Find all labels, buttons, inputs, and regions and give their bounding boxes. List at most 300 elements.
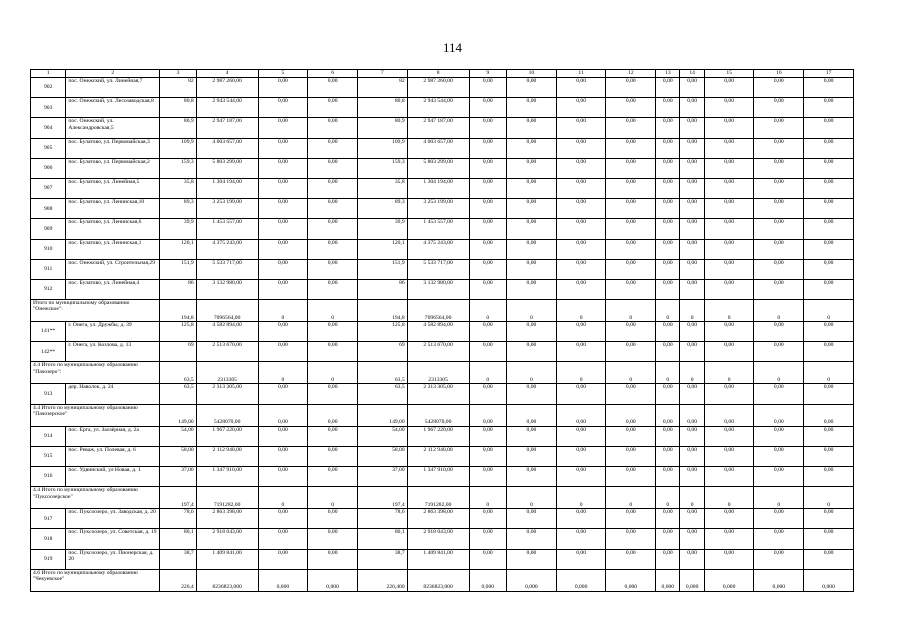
value-cell: 5 803 299,00 (196, 158, 258, 178)
table-row (31, 549, 854, 569)
value-cell: 0,00 (308, 199, 358, 219)
value-cell: 0 (704, 362, 754, 384)
value-cell: 0,00 (704, 384, 754, 404)
value-cell: 2 987 260,00 (407, 78, 469, 98)
address-cell: пос. Пуксоозеро, ул. Советская, д. 19 (66, 529, 160, 549)
value-cell: 0,00 (258, 158, 308, 178)
value-cell: 0,00 (804, 384, 854, 404)
row-number: 141** (31, 322, 66, 342)
value-cell: 0,00 (556, 239, 606, 259)
value-cell: 0,00 (656, 404, 680, 426)
header-cell: 11 (556, 70, 606, 78)
value-cell: 0,00 (258, 199, 308, 219)
value-cell: 0,00 (704, 178, 754, 198)
value-cell: 0,00 (704, 426, 754, 446)
value-cell: 2 112 940,00 (196, 446, 258, 466)
value-cell: 0,00 (308, 78, 358, 98)
value-cell: 0 (308, 362, 358, 384)
address-cell: пос. Булатово, ул. Линейная,4 (66, 279, 160, 299)
value-cell: 0 (556, 487, 606, 509)
value-cell: 0 (308, 487, 358, 509)
value-cell: 0,00 (804, 549, 854, 569)
value-cell: 0,00 (308, 322, 358, 342)
value-cell: 37,00 (160, 467, 196, 487)
value-cell: 0,00 (606, 509, 656, 529)
value-cell: 0,00 (469, 259, 507, 279)
value-cell: 0,00 (754, 509, 804, 529)
value-cell: 0 (704, 487, 754, 509)
value-cell: 0,00 (680, 342, 704, 362)
value-cell: 0,00 (258, 118, 308, 138)
value-cell: 0,00 (308, 138, 358, 158)
value-cell: 54,00 (357, 426, 407, 446)
header-cell: 14 (680, 70, 704, 78)
table-row (31, 342, 854, 362)
value-cell: 58,00 (357, 446, 407, 466)
header-cell: 6 (308, 70, 358, 78)
value-cell: 0,00 (754, 384, 804, 404)
value-cell: 0,00 (804, 219, 854, 239)
value-cell: 0 (606, 362, 656, 384)
address-cell: пос. Реваж, ул. Полевая, д. 6 (66, 446, 160, 466)
value-cell: 0,00 (606, 549, 656, 569)
value-cell: 0,00 (754, 78, 804, 98)
value-cell: 0,00 (507, 98, 557, 118)
value-cell: 0,00 (680, 219, 704, 239)
value-cell: 0,00 (754, 529, 804, 549)
value-cell: 0,00 (804, 78, 854, 98)
value-cell: 0,000 (258, 569, 308, 591)
value-cell: 0,00 (258, 549, 308, 569)
value-cell: 0,000 (469, 569, 507, 591)
value-cell: 69 (160, 342, 196, 362)
value-cell: 0,000 (680, 569, 704, 591)
value-cell: 0,00 (804, 199, 854, 219)
value-cell: 0,00 (507, 239, 557, 259)
value-cell: 0,00 (308, 384, 358, 404)
value-cell: 2 513 670,00 (407, 342, 469, 362)
value-cell: 0,00 (606, 239, 656, 259)
value-cell: 63,5 (160, 384, 196, 404)
table-row (31, 322, 854, 342)
value-cell: 0,00 (469, 178, 507, 198)
value-cell: 0 (754, 362, 804, 384)
value-cell: 0,00 (754, 138, 804, 158)
row-number: 916 (31, 467, 66, 487)
value-cell: 0,00 (469, 384, 507, 404)
value-cell: 39,9 (357, 219, 407, 239)
value-cell: 226,400 (357, 569, 407, 591)
value-cell: 0 (656, 362, 680, 384)
value-cell: 7191282,00 (196, 487, 258, 509)
value-cell: 159,3 (160, 158, 196, 178)
value-cell: 0,00 (704, 118, 754, 138)
value-cell: 0,00 (469, 322, 507, 342)
value-cell: 4 375 243,00 (196, 239, 258, 259)
value-cell: 0,00 (258, 78, 308, 98)
value-cell: 2 987 260,00 (196, 78, 258, 98)
address-cell: пос. Ерга, ул. Заозёрная, д. 2а (66, 426, 160, 446)
value-cell: 0,00 (469, 446, 507, 466)
value-cell: 69 (357, 342, 407, 362)
total-row (31, 362, 854, 384)
value-cell: 0,00 (556, 78, 606, 98)
value-cell: 0,00 (704, 529, 754, 549)
value-cell: 0,00 (308, 259, 358, 279)
value-cell: 125,8 (160, 322, 196, 342)
value-cell: 0,00 (258, 529, 308, 549)
value-cell: 0,000 (308, 569, 358, 591)
value-cell: 0,00 (606, 138, 656, 158)
value-cell: 0,00 (680, 549, 704, 569)
value-cell: 1 409 841,00 (407, 549, 469, 569)
row-number: 913 (31, 384, 66, 404)
value-cell: 1 453 557,00 (407, 219, 469, 239)
header-cell: 1 (31, 70, 66, 78)
table-row (31, 509, 854, 529)
address-cell: дер. Наволок, д. 24 (66, 384, 160, 404)
row-number: 905 (31, 138, 66, 158)
value-cell: 0,00 (308, 279, 358, 299)
value-cell: 109,9 (357, 138, 407, 158)
table-row (31, 98, 854, 118)
header-cell: 17 (804, 70, 854, 78)
table-row (31, 446, 854, 466)
value-cell: 0,00 (804, 178, 854, 198)
address-cell: пос. Булатово, ул. Ленинская,10 (66, 199, 160, 219)
value-cell: 58,00 (160, 446, 196, 466)
value-cell: 0,00 (656, 279, 680, 299)
value-cell: 0,00 (469, 138, 507, 158)
row-number: 906 (31, 158, 66, 178)
value-cell: 0,00 (308, 98, 358, 118)
value-cell: 0,000 (556, 569, 606, 591)
value-cell: 0,00 (656, 158, 680, 178)
value-cell: 0,00 (606, 78, 656, 98)
value-cell: 125,8 (357, 322, 407, 342)
value-cell: 0,00 (606, 199, 656, 219)
value-cell: 0,00 (680, 509, 704, 529)
header-cell: 15 (704, 70, 754, 78)
value-cell: 159,3 (357, 158, 407, 178)
value-cell: 0,00 (469, 509, 507, 529)
value-cell: 0,00 (656, 446, 680, 466)
value-cell: 0,00 (680, 158, 704, 178)
total-row (31, 300, 854, 322)
value-cell: 0,00 (469, 78, 507, 98)
value-cell: 0,00 (754, 118, 804, 138)
table-row (31, 239, 854, 259)
value-cell: 0,00 (308, 529, 358, 549)
value-cell: 0 (754, 487, 804, 509)
value-cell: 0,00 (507, 549, 557, 569)
value-cell: 0,00 (308, 239, 358, 259)
value-cell: 0,00 (507, 467, 557, 487)
value-cell: 0,00 (258, 219, 308, 239)
value-cell: 0,00 (704, 98, 754, 118)
value-cell: 0,00 (606, 322, 656, 342)
value-cell: 0,00 (556, 549, 606, 569)
value-cell: 63,5 (357, 384, 407, 404)
value-cell: 1 967 220,00 (196, 426, 258, 446)
header-cell: 2 (66, 70, 160, 78)
value-cell: 0,00 (704, 342, 754, 362)
table-header (31, 70, 854, 78)
value-cell: 0,00 (680, 467, 704, 487)
value-cell: 0,00 (308, 118, 358, 138)
value-cell: 8236823,000 (196, 569, 258, 591)
value-cell: 0,00 (606, 158, 656, 178)
value-cell: 78,6 (160, 509, 196, 529)
value-cell: 0,00 (704, 138, 754, 158)
value-cell: 0,00 (606, 259, 656, 279)
value-cell: 0,00 (469, 239, 507, 259)
value-cell: 0,00 (606, 118, 656, 138)
value-cell: 0,00 (606, 178, 656, 198)
value-cell: 0,00 (507, 259, 557, 279)
value-cell: 0,00 (656, 78, 680, 98)
value-cell: 0,00 (308, 342, 358, 362)
value-cell: 0,00 (469, 342, 507, 362)
value-cell: 7191282,00 (407, 487, 469, 509)
value-cell: 0,00 (556, 138, 606, 158)
address-cell: г. Онега, ул. Козлова, д. 13 (66, 342, 160, 362)
table-row (31, 279, 854, 299)
value-cell: 1 347 910,00 (196, 467, 258, 487)
value-cell: 0,00 (680, 446, 704, 466)
value-cell: 0 (469, 362, 507, 384)
value-cell: 0,00 (656, 178, 680, 198)
value-cell: 109,9 (160, 138, 196, 158)
value-cell: 197,4 (160, 487, 196, 509)
value-cell: 0,00 (507, 158, 557, 178)
value-cell: 0,00 (556, 118, 606, 138)
value-cell: 4 582 894,00 (407, 322, 469, 342)
value-cell: 0 (680, 300, 704, 322)
value-cell: 0,00 (507, 529, 557, 549)
value-cell: 0 (680, 487, 704, 509)
value-cell: 0 (507, 300, 557, 322)
value-cell: 3 253 199,00 (196, 199, 258, 219)
row-number: 917 (31, 509, 66, 529)
value-cell: 5 533 717,00 (196, 259, 258, 279)
address-cell: пос. Булатово, ул. Ленинская,1 (66, 239, 160, 259)
address-cell: пос. Булатово, ул. Ленинская,6 (66, 219, 160, 239)
value-cell: 39,9 (160, 219, 196, 239)
value-cell: 0,00 (804, 279, 854, 299)
value-cell: 0,00 (804, 138, 854, 158)
value-cell: 0,000 (804, 569, 854, 591)
value-cell: 0,00 (656, 509, 680, 529)
value-cell: 0,00 (754, 239, 804, 259)
address-cell: пос. Онежский, ул. Александровская,5 (66, 118, 160, 138)
value-cell: 0,00 (656, 342, 680, 362)
value-cell: 0,00 (804, 446, 854, 466)
value-cell: 80,1 (357, 529, 407, 549)
value-cell: 63,5 (357, 362, 407, 384)
row-number: 908 (31, 199, 66, 219)
value-cell: 0,00 (507, 446, 557, 466)
value-cell: 0,00 (556, 509, 606, 529)
value-cell: 0,00 (804, 322, 854, 342)
value-cell: 226,4 (160, 569, 196, 591)
value-cell: 0,00 (680, 98, 704, 118)
page-number: 114 (442, 40, 463, 55)
value-cell: 0,00 (556, 384, 606, 404)
value-cell: 0,00 (258, 509, 308, 529)
value-cell: 7096564,00 (196, 300, 258, 322)
value-cell: 0,00 (556, 98, 606, 118)
value-cell: 0,00 (754, 342, 804, 362)
value-cell: 2 313 305,00 (196, 384, 258, 404)
header-cell: 8 (407, 70, 469, 78)
header-cell: 3 (160, 70, 196, 78)
value-cell: 0,00 (656, 529, 680, 549)
value-cell: 2 947 187,00 (196, 118, 258, 138)
value-cell: 4 003 657,00 (196, 138, 258, 158)
value-cell: 0,00 (308, 549, 358, 569)
value-cell: 0,00 (680, 279, 704, 299)
value-cell: 0,00 (556, 322, 606, 342)
value-cell: 0 (704, 300, 754, 322)
value-cell: 0,00 (704, 259, 754, 279)
value-cell: 0,000 (507, 569, 557, 591)
table-row (31, 384, 854, 404)
value-cell: 0,00 (507, 279, 557, 299)
value-cell: 120,1 (357, 239, 407, 259)
total-row (31, 404, 854, 426)
value-cell: 194,8 (357, 300, 407, 322)
header-cell: 10 (507, 70, 557, 78)
value-cell: 1 967 220,00 (407, 426, 469, 446)
value-cell: 0,00 (680, 259, 704, 279)
value-cell: 4 582 894,00 (196, 322, 258, 342)
row-number: 907 (31, 178, 66, 198)
value-cell: 0,00 (606, 279, 656, 299)
value-cell: 0,00 (754, 279, 804, 299)
row-number: 910 (31, 239, 66, 259)
value-cell: 0,00 (308, 446, 358, 466)
value-cell: 0,00 (704, 446, 754, 466)
value-cell: 0,00 (656, 118, 680, 138)
value-cell: 8236823,000 (407, 569, 469, 591)
address-cell: пос. Булатово, ул. Линейная,5 (66, 178, 160, 198)
value-cell: 0,00 (656, 239, 680, 259)
total-label: 4.4 Итого по муниципальному образованию "Пуксоозерское" (31, 487, 160, 509)
value-cell: 0,00 (258, 467, 308, 487)
row-number: 903 (31, 98, 66, 118)
value-cell: 0,00 (556, 446, 606, 466)
value-cell: 80,8 (160, 98, 196, 118)
value-cell: 0,00 (754, 322, 804, 342)
value-cell: 0,00 (680, 138, 704, 158)
value-cell: 0,00 (507, 219, 557, 239)
value-cell: 0,00 (308, 467, 358, 487)
address-cell: пос. Удвинский, ул Новая, д. 1 (66, 467, 160, 487)
table-row (31, 529, 854, 549)
total-row (31, 569, 854, 591)
value-cell: 5 533 717,00 (407, 259, 469, 279)
value-cell: 0,00 (507, 78, 557, 98)
value-cell: 120,1 (160, 239, 196, 259)
value-cell: 82 (357, 78, 407, 98)
value-cell: 0,00 (258, 446, 308, 466)
row-number: 902 (31, 78, 66, 98)
row-number: 904 (31, 118, 66, 138)
value-cell: 0 (469, 300, 507, 322)
value-cell: 0,00 (656, 259, 680, 279)
value-cell: 0,00 (469, 98, 507, 118)
header-cell: 13 (656, 70, 680, 78)
address-cell: пос. Пуксоозеро, ул. Пионерская, д. 20 (66, 549, 160, 569)
value-cell: 0,00 (754, 467, 804, 487)
value-cell: 0 (804, 362, 854, 384)
table-row (31, 467, 854, 487)
value-cell: 0,00 (680, 426, 704, 446)
value-cell: 80,9 (160, 118, 196, 138)
address-cell: пос. Булатово, ул. Первомайская,3 (66, 138, 160, 158)
value-cell: 0,00 (804, 98, 854, 118)
header-row (31, 70, 854, 78)
value-cell: 80,9 (357, 118, 407, 138)
value-cell: 0,00 (556, 404, 606, 426)
value-cell: 149,00 (357, 404, 407, 426)
value-cell: 7096564,00 (407, 300, 469, 322)
value-cell: 1 409 841,00 (196, 549, 258, 569)
value-cell: 0,00 (704, 239, 754, 259)
value-cell: 80,1 (160, 529, 196, 549)
value-cell: 0,00 (469, 199, 507, 219)
value-cell: 151,9 (357, 259, 407, 279)
value-cell: 0,00 (507, 138, 557, 158)
value-cell: 0,00 (606, 446, 656, 466)
value-cell: 0,00 (680, 199, 704, 219)
total-label: 4.6 Итого по муниципальному образованию "Чекуевское" (31, 569, 160, 591)
value-cell: 3 132 980,00 (407, 279, 469, 299)
value-cell: 0,00 (804, 426, 854, 446)
value-cell: 0,00 (308, 219, 358, 239)
value-cell: 0,00 (680, 239, 704, 259)
value-cell: 5428070,00 (407, 404, 469, 426)
value-cell: 0 (258, 300, 308, 322)
value-cell: 0,00 (656, 138, 680, 158)
value-cell: 2313305 (407, 362, 469, 384)
value-cell: 0,00 (656, 219, 680, 239)
value-cell: 0,00 (308, 426, 358, 446)
value-cell: 35,8 (357, 178, 407, 198)
value-cell: 0,00 (258, 98, 308, 118)
value-cell: 82 (160, 78, 196, 98)
value-cell: 0,00 (804, 467, 854, 487)
value-cell: 63,5 (160, 362, 196, 384)
value-cell: 0,00 (704, 279, 754, 299)
value-cell: 38,7 (357, 549, 407, 569)
value-cell: 0,00 (704, 404, 754, 426)
value-cell: 2 943 544,00 (407, 98, 469, 118)
value-cell: 0,00 (804, 239, 854, 259)
value-cell: 1 304 194,00 (407, 178, 469, 198)
value-cell: 0,00 (680, 529, 704, 549)
address-cell: пос. Пуксоозеро, ул. Заводская, д. 20 (66, 509, 160, 529)
value-cell: 0,00 (656, 322, 680, 342)
value-cell: 0,000 (606, 569, 656, 591)
total-label: 4.4 Итого по муниципальному образованию "Пачозеро": (31, 362, 160, 384)
value-cell: 0,00 (606, 529, 656, 549)
value-cell: 0,00 (804, 158, 854, 178)
header-cell: 4 (196, 70, 258, 78)
value-cell: 0,00 (754, 158, 804, 178)
value-cell: 0,00 (507, 199, 557, 219)
